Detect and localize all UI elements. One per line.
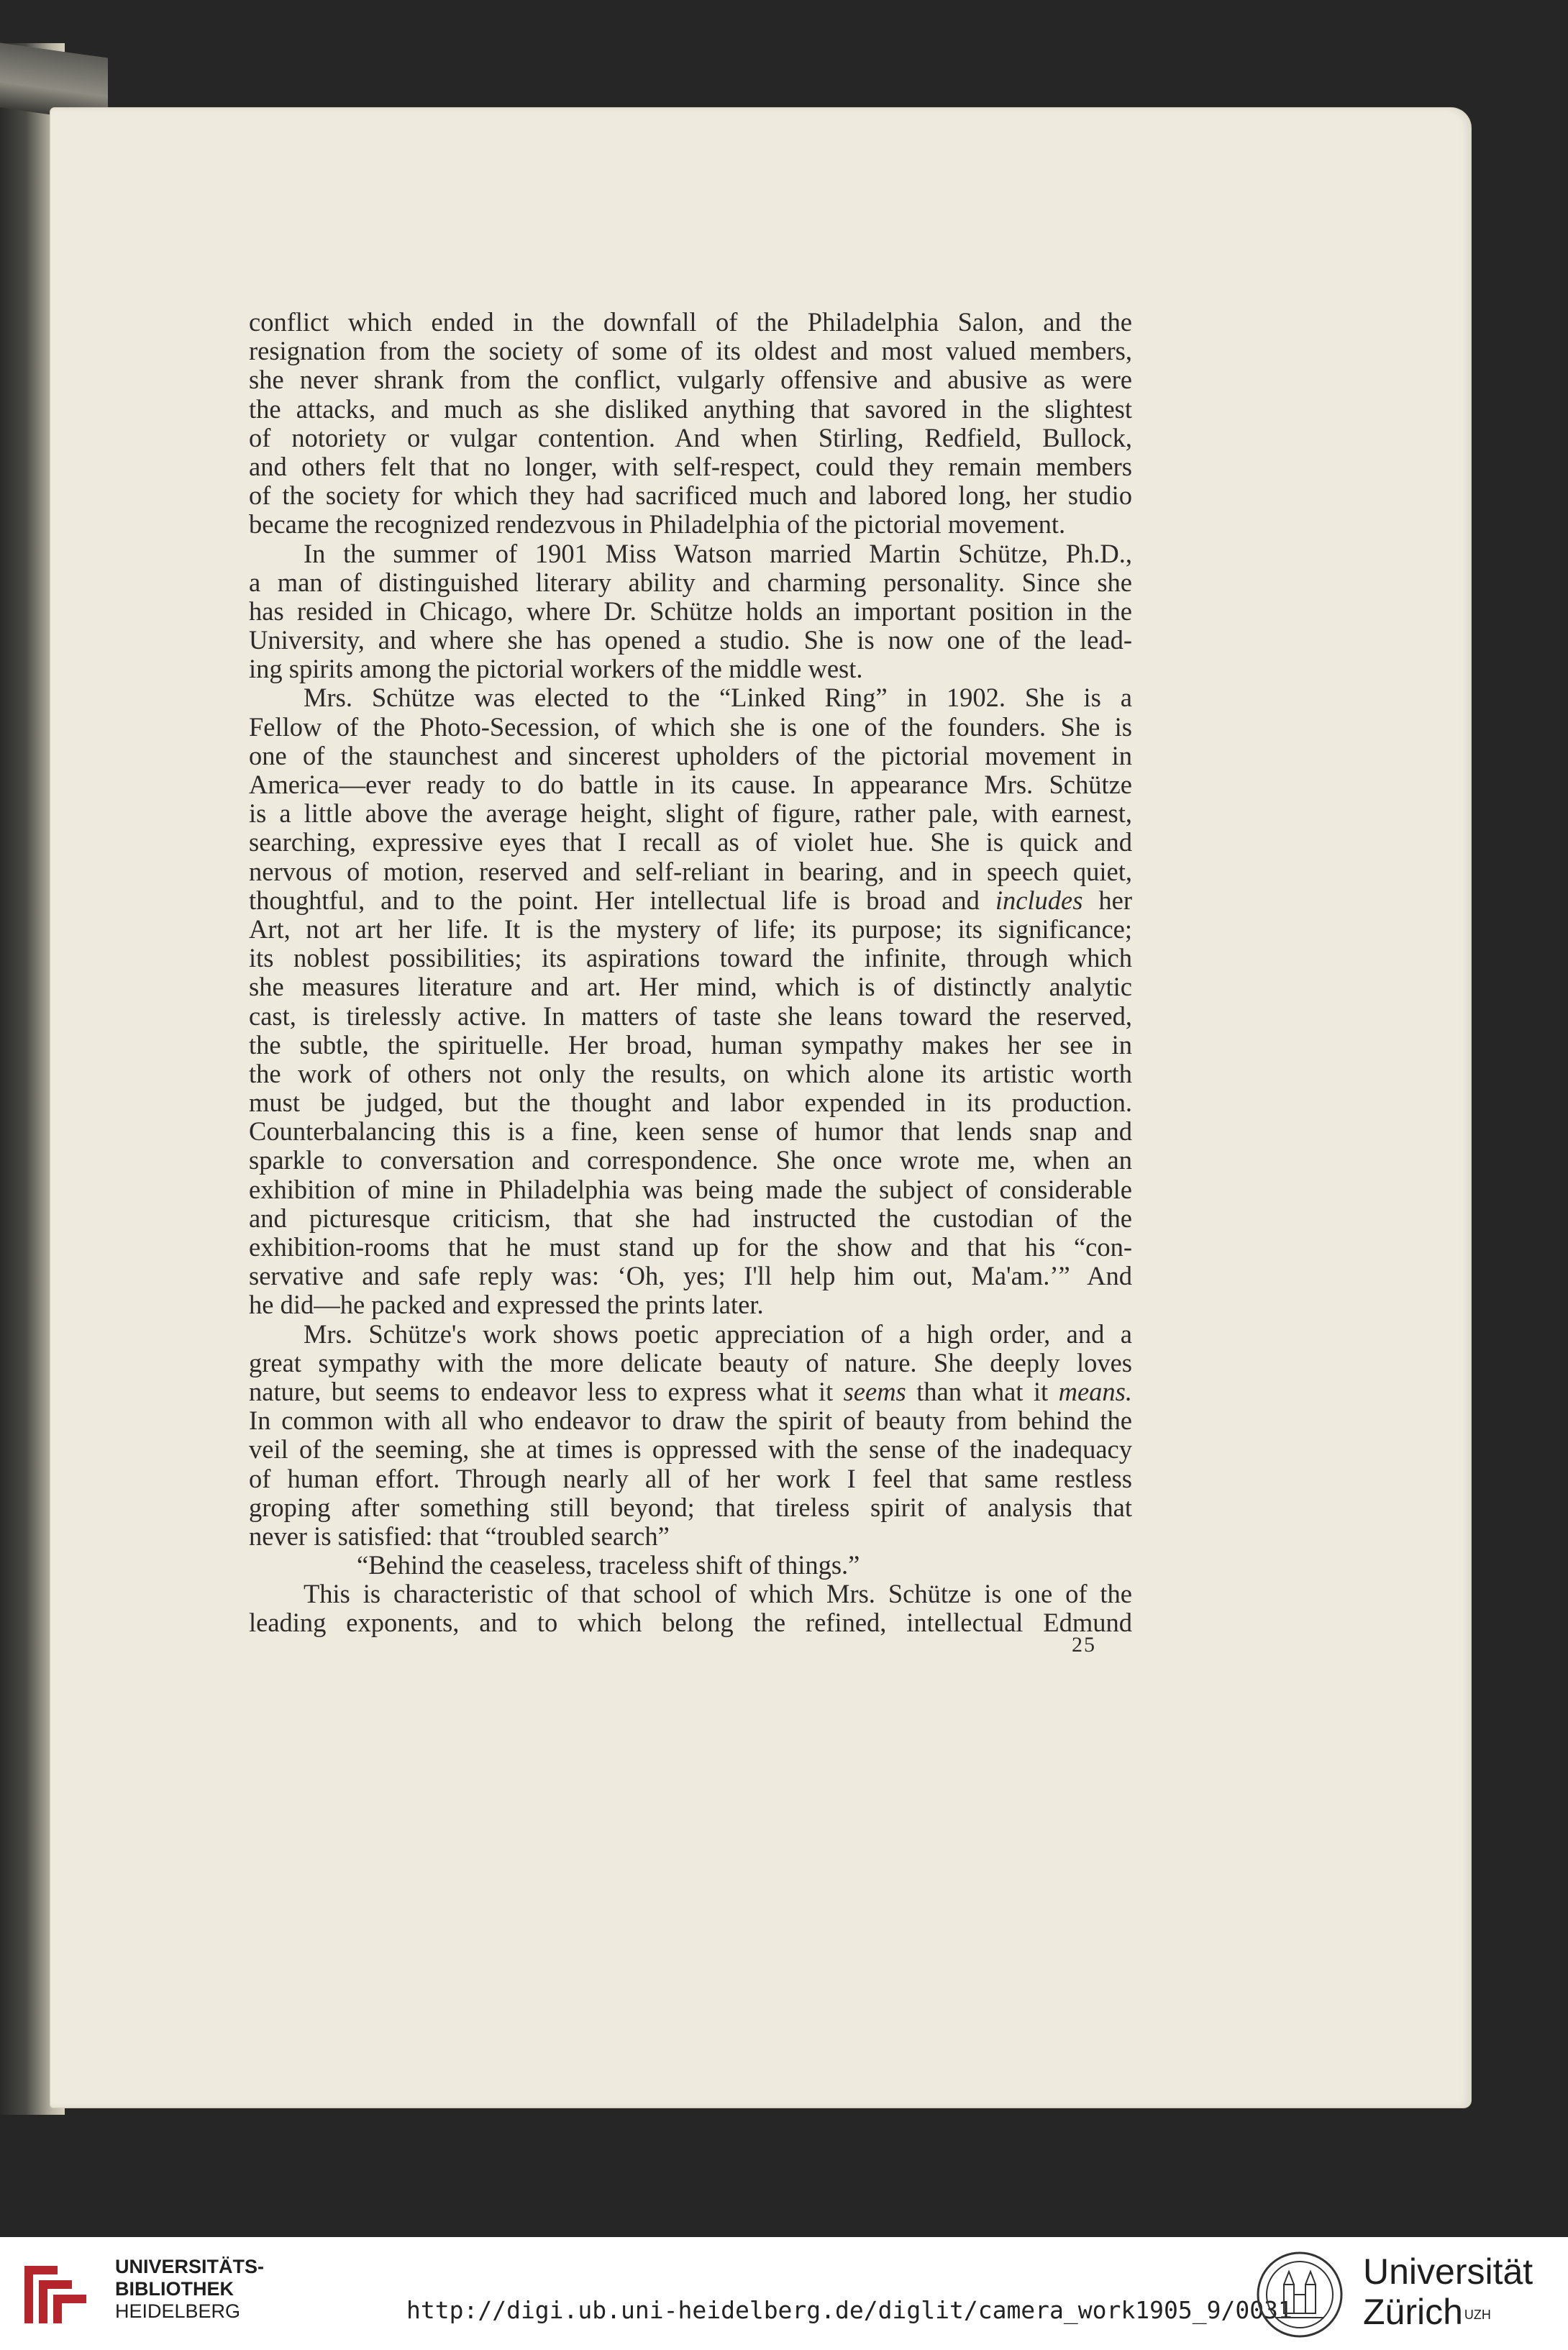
- text-line: [249, 1465, 1132, 1493]
- text-line-content: of human effort. Through nearly all of her work I feel that same restless: [249, 1463, 1132, 1493]
- text-line: [249, 944, 1132, 973]
- text-line-content: has resided in Chicago, where Dr. Schütze holds an important position in the: [249, 596, 1132, 626]
- text-line: [249, 1262, 1132, 1290]
- heidelberg-library-logo-icon: [16, 2253, 95, 2332]
- text-line-content: is a little above the average height, slight of figure, rather pale, with earnest,: [249, 798, 1132, 829]
- uzh-city: Zürich: [1363, 2292, 1463, 2332]
- text-line-content: and picturesque criticism, that she had instructed the custodian of the: [249, 1203, 1132, 1233]
- text-line-content: veil of the seeming, she at times is oppressed with the sense of the inadequacy: [249, 1434, 1132, 1465]
- text-line-content: never is satisfied: that “troubled search”: [249, 1521, 670, 1551]
- text-line: [249, 1117, 1132, 1146]
- text-line-content: nature, but seems to endeavor less to express what it: [249, 1376, 834, 1406]
- text-line-content: Mrs. Schütze's work shows poetic appreciation of a high order, and a: [304, 1319, 1132, 1349]
- text-line-content: Fellow of the Photo-Secession, of which she is one of the founders. She is: [249, 711, 1132, 742]
- heidelberg-library-name: [115, 2256, 264, 2323]
- text-line-content: cast, is tirelessly active. In matters of taste she leans toward the reserved,: [249, 1001, 1132, 1031]
- text-line: [249, 568, 1132, 597]
- text-line-content: nervous of motion, reserved and self-reliant in bearing, and in speech quiet,: [249, 856, 1132, 886]
- text-line: [249, 770, 1132, 799]
- text-line-content: University, and where she has opened a studio. She is now one of the lead-: [249, 625, 1132, 655]
- text-line: [249, 395, 1132, 424]
- text-line-content: and others felt that no longer, with self-respect, could they remain members: [249, 451, 1132, 481]
- text-line: [249, 539, 1132, 568]
- uzh-wordmark: [1363, 2251, 1533, 2332]
- text-line-content: In the summer of 1901 Miss Watson married Martin Schütze, Ph.D.,: [304, 538, 1132, 568]
- text-line: [249, 1204, 1132, 1233]
- text-line: [249, 597, 1132, 626]
- text-line-content: sparkle to conversation and correspondence. She once wrote me, when an: [249, 1145, 1132, 1175]
- text-line-content: exhibition-rooms that he must stand up for the show and that his “con-: [249, 1232, 1132, 1262]
- text-line-content: This is characteristic of that school of which Mrs. Schütze is one of the: [304, 1579, 1132, 1609]
- text-line-content: resignation from the society of some of its oldest and most valued members,: [249, 336, 1132, 366]
- text-line-content: its noblest possibilities; its aspirations toward the infinite, through which: [249, 943, 1132, 973]
- text-line-content: Counterbalancing this is a fine, keen sense of humor that lends snap and: [249, 1116, 1132, 1147]
- page-number: 25: [1072, 1633, 1096, 1657]
- text-line-content: she never shrank from the conflict, vulgarly offensive and abusive as were: [249, 365, 1132, 395]
- text-line: [249, 1290, 1132, 1319]
- text-line: [249, 1435, 1132, 1464]
- text-line: [249, 828, 1132, 857]
- text-line: [249, 481, 1132, 510]
- heidelberg-line-2: BIBLIOTHEK: [115, 2278, 234, 2300]
- text-line: [249, 713, 1132, 742]
- text-line: [249, 1088, 1132, 1117]
- text-line: [249, 308, 1132, 337]
- text-line: [249, 1406, 1132, 1435]
- source-url-link[interactable]: http://digi.ub.uni-heidelberg.de/diglit/camera_work1905_9/0031: [406, 2296, 1293, 2324]
- text-line: [249, 1608, 1132, 1637]
- text-line: [249, 655, 1132, 683]
- text-line-content: the work of others not only the results, on which alone its artistic worth: [249, 1058, 1132, 1088]
- text-line-content: of notoriety or vulgar contention. And when Stirling, Redfield, Bullock,: [249, 422, 1132, 452]
- text-line-content: the subtle, the spirituelle. Her broad, human sympathy makes her see in: [249, 1029, 1132, 1060]
- footer-bar: [0, 2237, 1568, 2350]
- text-line-content: he did—he packed and expressed the prints later.: [249, 1290, 764, 1320]
- text-line: [249, 626, 1132, 655]
- text-line: [249, 1175, 1132, 1204]
- text-line-content: a man of distinguished literary ability and charming personality. Since she: [249, 567, 1132, 597]
- text-line: [249, 683, 1132, 712]
- text-line: [249, 365, 1132, 394]
- text-line: [249, 1002, 1132, 1031]
- text-line-content: thoughtful, and to the point. Her intellectual life is broad and: [249, 885, 980, 915]
- uzh-superscript: UZH: [1464, 2308, 1491, 2322]
- uzh-line-1: Universität: [1363, 2251, 1533, 2292]
- text-line-content: one of the staunchest and sincerest upholders of the pictorial movement in: [249, 740, 1132, 770]
- text-line-content: Mrs. Schütze was elected to the “Linked Ring” in 1902. She is a: [304, 683, 1132, 713]
- text-line-content: leading exponents, and to which belong the refined, intellectual Edmund: [249, 1608, 1132, 1638]
- text-line-content: groping after something still beyond; that tireless spirit of analysis that: [249, 1492, 1132, 1522]
- text-line: [249, 1377, 1132, 1406]
- text-line: [249, 915, 1132, 944]
- text-line: [249, 452, 1132, 481]
- uzh-line-2: [1363, 2292, 1533, 2332]
- text-line: [249, 510, 1132, 539]
- text-line: [249, 886, 1132, 915]
- text-line: [249, 1031, 1132, 1060]
- text-line-content: Art, not art her life. It is the mystery of life; its purpose; its significance;: [249, 914, 1132, 944]
- text-line: [249, 1320, 1132, 1349]
- text-line-content: servative and safe reply was: ‘Oh, yes; I'll help him out, Ma'am.’” And: [249, 1261, 1132, 1291]
- text-line-content: conflict which ended in the downfall of the Philadelphia Salon, and the: [249, 307, 1132, 337]
- text-line-content: In common with all who endeavor to draw the spirit of beauty from behind the: [249, 1406, 1132, 1436]
- text-line: [249, 1580, 1132, 1608]
- text-line-content: “Behind the ceaseless, traceless shift of things.”: [357, 1550, 860, 1580]
- text-line-content: she measures literature and art. Her mind, which is of distinctly analytic: [249, 972, 1132, 1002]
- text-line-content: became the recognized rendezvous in Philadelphia of the pictorial movement.: [249, 509, 1066, 539]
- text-line-tail: than what it: [906, 1376, 1059, 1406]
- text-line-content: the attacks, and much as she disliked anything that savored in the slightest: [249, 393, 1132, 424]
- text-line: [249, 1233, 1132, 1262]
- text-line-content: searching, expressive eyes that I recall as of violet hue. She is quick and: [249, 827, 1132, 857]
- text-line: [249, 1522, 1132, 1551]
- text-line: [249, 1551, 1132, 1580]
- emphasized-word: seems: [843, 1376, 906, 1406]
- heidelberg-line-1: UNIVERSITÄTS-: [115, 2256, 265, 2277]
- body-text: [249, 308, 1132, 1638]
- text-line: [249, 1493, 1132, 1522]
- text-line: [249, 1349, 1132, 1377]
- text-line: [249, 1060, 1132, 1088]
- text-line: [249, 857, 1132, 886]
- emphasized-word: includes: [995, 885, 1083, 915]
- text-line-content: great sympathy with the more delicate beauty of nature. She deeply loves: [249, 1347, 1132, 1377]
- emphasized-word: means.: [1058, 1376, 1133, 1406]
- text-line: [249, 973, 1132, 1001]
- heidelberg-line-3: HEIDELBERG: [115, 2300, 241, 2322]
- text-line: [249, 742, 1132, 770]
- text-line-content: America—ever ready to do battle in its cause. In appearance Mrs. Schütze: [249, 770, 1132, 799]
- text-line-content: must be judged, but the thought and labor expended in its production.: [249, 1088, 1132, 1118]
- text-line: [249, 1146, 1132, 1175]
- uzh-seal-icon: [1255, 2250, 1344, 2339]
- text-line-content: exhibition of mine in Philadelphia was being made the subject of considerable: [249, 1174, 1132, 1204]
- text-line-content: ing spirits among the pictorial workers of the middle west.: [249, 654, 863, 684]
- text-line-content: of the society for which they had sacrificed much and labored long, her studio: [249, 481, 1132, 511]
- text-line: [249, 337, 1132, 365]
- text-line: [249, 799, 1132, 828]
- text-line: [249, 424, 1132, 452]
- text-line-tail: her: [1082, 885, 1132, 915]
